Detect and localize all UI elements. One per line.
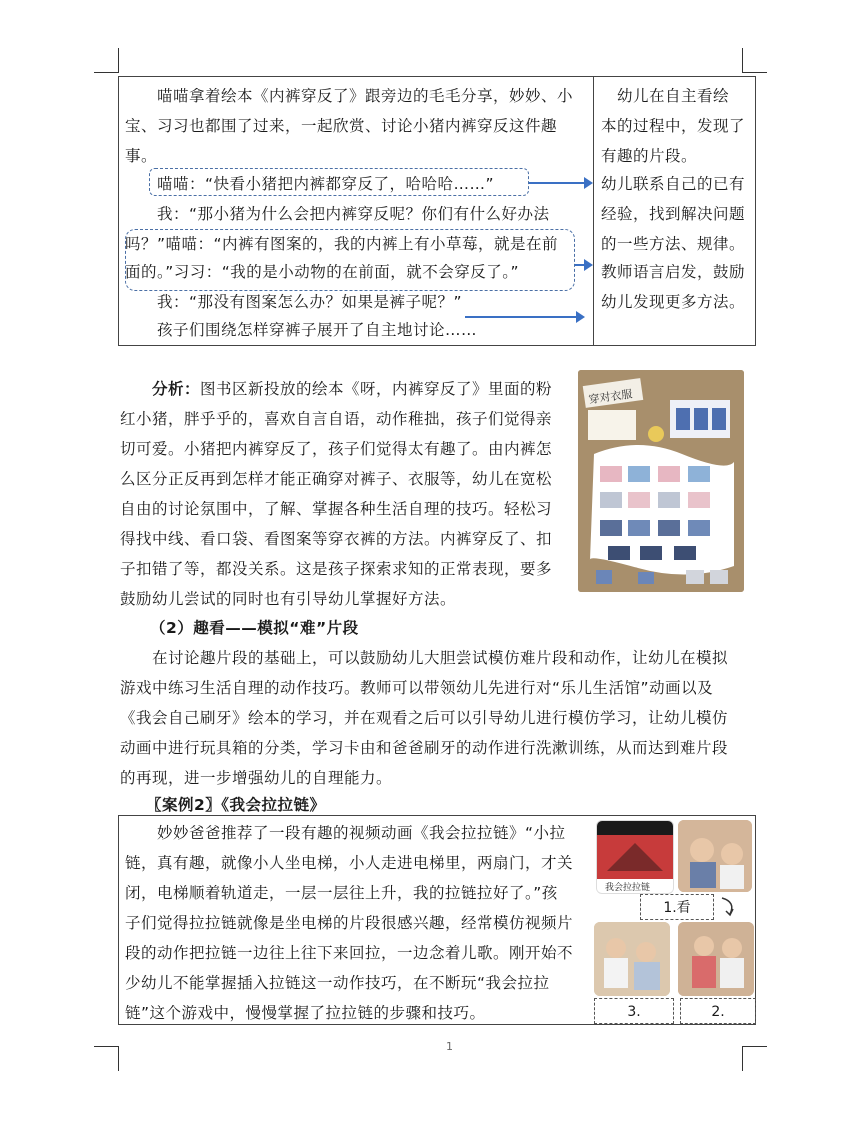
photo-label: 穿对衣服: [587, 387, 634, 407]
arrow-1: [529, 182, 591, 184]
table-left-line: 喵喵：“快看小猪把内裤都穿反了，哈哈哈……”: [125, 175, 495, 193]
photo-children-2: [678, 922, 754, 996]
caption-1: 1.看: [640, 894, 714, 920]
table-left-line: 喵喵拿着绘本《内裤穿反了》跟旁边的毛毛分享，妙妙、小: [125, 87, 574, 105]
table-left-line: 吗？”喵喵：“内裤有图案的，我的内裤上有小草莓，就是在前: [125, 235, 559, 253]
table-right-line: 有趣的片段。: [601, 147, 698, 165]
analysis-label: 分析：: [152, 380, 201, 398]
table-right-line: 教师语言启发，鼓励: [601, 263, 746, 281]
video-thumbnail: [596, 820, 674, 894]
table-left-line: 面的。”习习：“我的是小动物的在前面，就不会穿反了。”: [125, 263, 520, 281]
crop-mark-top-left: [94, 48, 119, 73]
photo-children-3: [594, 922, 670, 996]
section2-line: 动画中进行玩具箱的分类，学习卡由和爸爸刷牙的动作进行洗漱训练，从而达到难片段: [120, 739, 729, 757]
case2-line: 妙妙爸爸推荐了一段有趣的视频动画《我会拉拉链》“小拉: [125, 824, 566, 842]
case2-title: 〖案例2〗《我会拉拉链》: [146, 796, 326, 814]
table-right-line: 幼儿在自主看绘: [601, 87, 730, 105]
crop-mark-bottom-left: [94, 1046, 119, 1071]
case2-line: 闭，电梯顺着轨道走，一层一层往上升，我的拉链拉好了。”孩: [125, 884, 558, 902]
analysis-line: 自由的讨论氛围中，了解、掌握各种生活自理的技巧。轻松习: [120, 500, 553, 518]
arrow-3: [465, 316, 583, 318]
analysis-text: 图书区新投放的绘本《呀，内裤穿反了》里面的粉: [200, 380, 553, 398]
case2-line: 少幼儿不能掌握插入拉链这一动作技巧，在不断玩“我会拉拉: [125, 974, 550, 992]
section2-heading: （2）趣看——模拟“难”片段: [150, 619, 359, 637]
curved-arrow-icon: [718, 896, 738, 918]
table-right-line: 经验，找到解决问题: [601, 205, 746, 223]
bulletin-board-photo: [578, 370, 744, 592]
video-title: 我会拉拉链: [605, 883, 651, 893]
case2-line: 链，真有趣，就像小人坐电梯，小人走进电梯里，两扇门，才关: [125, 854, 574, 872]
table-right-line: 幼儿发现更多方法。: [601, 293, 746, 311]
analysis-line: 鼓励幼儿尝试的同时也有引导幼儿掌握好方法。: [120, 590, 457, 608]
table-right-line: 本的过程中，发现了: [601, 117, 746, 135]
section2-line: 的再现，进一步增强幼儿的自理能力。: [120, 769, 393, 787]
analysis-line: 么区分正反再到怎样才能正确穿对裤子、衣服等，幼儿在宽松: [120, 470, 553, 488]
caption-2: 2.: [680, 998, 756, 1024]
analysis-first-line: [152, 374, 552, 404]
caption-3: 3.: [594, 998, 674, 1024]
bulletin-board-image: [578, 370, 744, 592]
analysis-line: 红小猪，胖乎乎的，喜欢自言自语，动作稚拙，孩子们觉得亲: [120, 410, 553, 428]
table-left-line: 孩子们围绕怎样穿裤子展开了自主地讨论……: [125, 321, 478, 339]
analysis-line: 切可爱。小猪把内裤穿反了，孩子们觉得太有趣了。由内裤怎: [120, 440, 553, 458]
table-left-line: 我：“那小猪为什么会把内裤穿反呢？你们有什么好办法: [125, 205, 550, 223]
analysis-line: 得找中线、看口袋、看图案等穿衣裤的方法。内裤穿反了、扣: [120, 530, 553, 548]
crop-mark-top-right: [742, 48, 767, 73]
section2-line: 《我会自己刷牙》绘本的学习，并在观看之后可以引导幼儿进行模仿学习，让幼儿模仿: [120, 709, 729, 727]
table-left-line: 我：“那没有图案怎么办？如果是裤子呢？”: [125, 293, 463, 311]
case1-table: [118, 76, 756, 346]
table-right-line: 幼儿联系自己的已有: [601, 175, 746, 193]
table-left-line: 宝、习习也都围了过来，一起欣赏、讨论小猪内裤穿反这件趣: [125, 117, 558, 135]
case2-line: 段的动作把拉链一边往上往下来回拉，一边念着儿歌。刚开始不: [125, 944, 574, 962]
photo-children-1: [678, 820, 752, 892]
section2-line: 在讨论趣片段的基础上，可以鼓励幼儿大胆尝试模仿难片段和动作，让幼儿在模拟: [120, 649, 729, 667]
crop-mark-bottom-right: [742, 1046, 767, 1071]
arrow-2: [575, 264, 591, 266]
table-right-line: 的一些方法、规律。: [601, 235, 746, 253]
table-left-line: 事。: [125, 147, 158, 165]
analysis-line: 子扣错了等，都没关系。这是孩子探索求知的正常表现，要多: [120, 560, 553, 578]
section2-line: 游戏中练习生活自理的动作技巧。教师可以带领幼儿先进行对“乐儿生活馆”动画以及: [120, 679, 714, 697]
table-divider: [593, 77, 594, 345]
case2-line: 链”这个游戏中，慢慢掌握了拉拉链的步骤和技巧。: [125, 1004, 486, 1022]
case2-line: 子们觉得拉拉链就像是坐电梯的片段很感兴趣，经常模仿视频片: [125, 914, 574, 932]
page-number: 1: [446, 1040, 453, 1053]
